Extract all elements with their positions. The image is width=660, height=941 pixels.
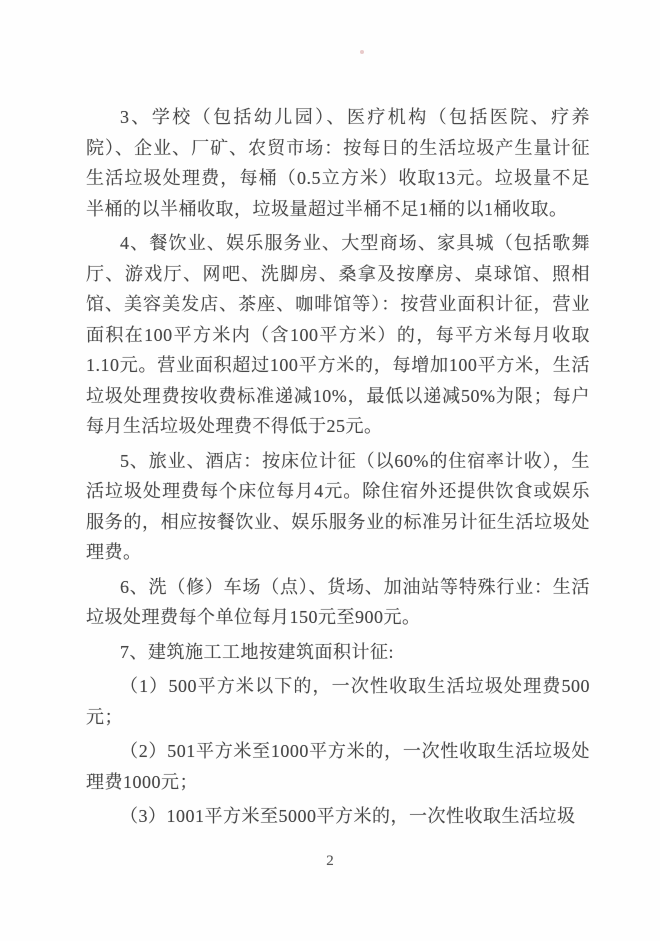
- page-number: 2: [326, 853, 334, 869]
- paragraph-carwash-special-industry: 6、洗（修）车场（点）、货场、加油站等特殊行业：生活垃圾处理费每个单位每月150元至900元。: [86, 576, 590, 627]
- scan-artifact-speck: [360, 50, 364, 54]
- paragraph-hotel-lodging: 5、旅业、酒店：按床位计征（以60%的住宿率计收），生活垃圾处理费每个床位每月4元。除住宿外还提供饮食或娱乐服务的，相应按餐饮业、娱乐服务业的标准另计征生活垃圾处理费。: [86, 450, 590, 562]
- document-body: [86, 102, 590, 836]
- subitem-2-501-to-1000sqm: （2）501平方米至1000平方米的，一次性收取生活垃圾处理费1000元；: [86, 741, 590, 792]
- paragraph-school-medical-enterprise: 3、学校（包括幼儿园）、医疗机构（包括医院、疗养院）、企业、厂矿、农贸市场：按每日的生活垃圾产生量计征生活垃圾处理费，每桶（0.5立方米）收取13元。垃圾量不足半桶的以半桶收取，垃圾量超过半桶不足1桶的以1桶收取。: [86, 107, 590, 219]
- subitem-3-1001-to-5000sqm: （3）1001平方米至5000平方米的，一次性收取生活垃圾: [120, 806, 576, 826]
- paragraph-catering-entertainment: 4、餐饮业、娱乐服务业、大型商场、家具城（包括歌舞厅、游戏厅、网吧、洗脚房、桑拿及按摩房、桌球馆、照相馆、美容美发店、茶座、咖啡馆等）：按营业面积计征，营业面积在100平方米内（含100平方米）的，每平方米每月收取1.10元。营业面积超过100平方米的，每增加100平方米，生活垃圾处理费按收费标准递减10%，最低以递减50%为限；每户每月生活垃圾处理费不得低于25元。: [86, 233, 590, 436]
- subitem-1-under-500sqm: （1）500平方米以下的，一次性收取生活垃圾处理费500元；: [86, 676, 590, 727]
- paragraph-construction-site: 7、建筑施工工地按建筑面积计征:: [120, 641, 394, 662]
